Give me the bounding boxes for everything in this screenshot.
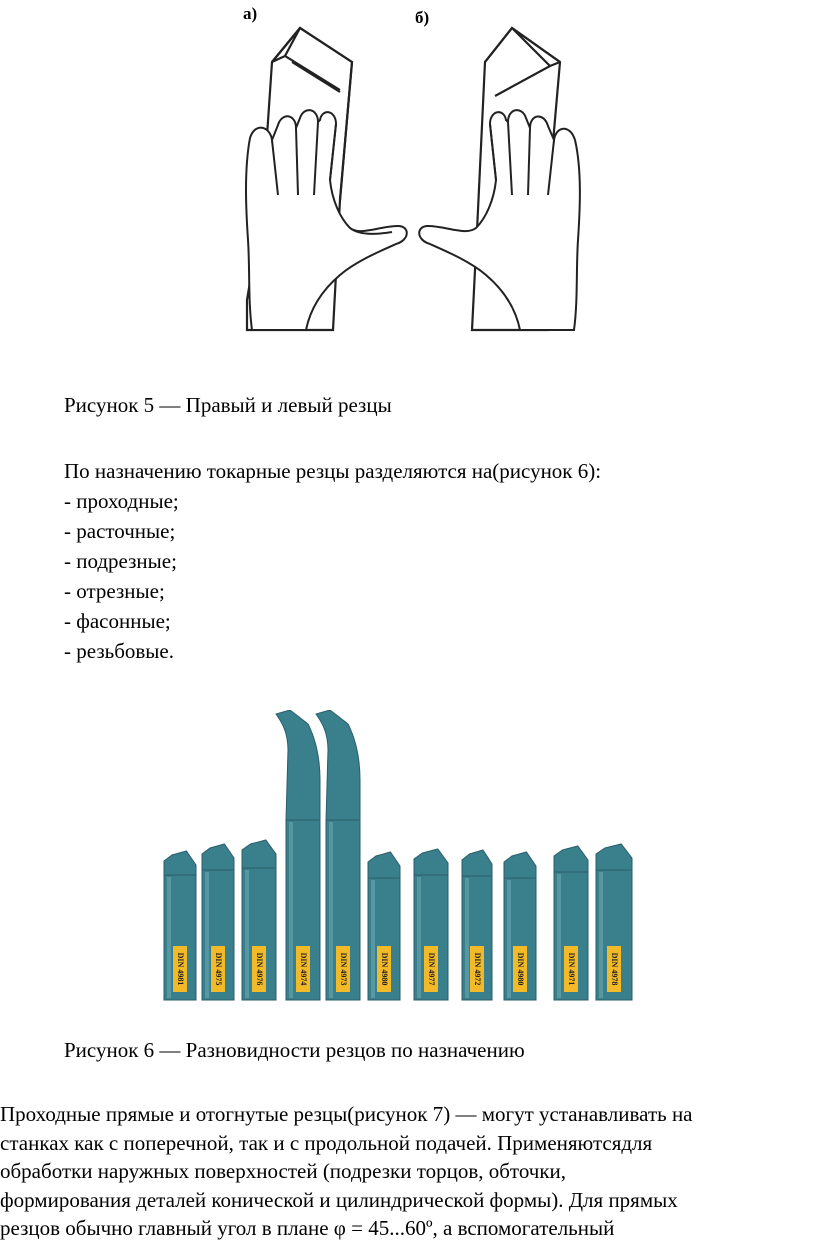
body-paragraph: [0, 1100, 816, 1243]
din-label-text: DIN 4973: [339, 952, 349, 986]
lathe-cutter: [596, 844, 632, 1000]
din-label-text: DIN 4980: [380, 952, 390, 986]
lathe-cutter: [414, 849, 448, 1000]
list-item: - резьбовые.: [64, 639, 174, 663]
cutter-head: [414, 849, 448, 875]
cutter-highlight: [329, 822, 333, 998]
lathe-cutter: [554, 846, 588, 1000]
figure-5-label-b: б): [415, 8, 430, 27]
lathe-cutter: [276, 710, 320, 1000]
cutter-head: [242, 840, 276, 868]
din-label-text: DIN 4981: [176, 952, 186, 986]
cutter-purpose-list: [64, 486, 179, 666]
lathe-cutter: [164, 851, 196, 1000]
din-label-text: DIN 4978: [610, 952, 620, 986]
lathe-cutter: [202, 844, 234, 1000]
list-item: - расточные;: [64, 519, 176, 543]
body-line: Проходные прямые и отогнутые резцы(рисунок 7) — могут устанавливать на: [0, 1102, 693, 1126]
din-label-text: DIN 4975: [214, 952, 224, 986]
lathe-cutter: [242, 840, 276, 1000]
figure-6-caption: Рисунок 6 — Разновидности резцов по назначению: [64, 1038, 525, 1062]
cutter-head: [596, 844, 632, 870]
din-label-text: DIN 4977: [427, 952, 437, 986]
din-label-text: DIN 4971: [567, 952, 577, 986]
cutter-head: [164, 851, 196, 875]
list-item: - отрезные;: [64, 579, 165, 603]
cutter-head: [368, 852, 400, 878]
din-label-text: DIN 4972: [473, 952, 483, 986]
cutter-head: [462, 850, 492, 876]
cutter-highlight: [167, 877, 171, 998]
figure-5-caption: Рисунок 5 — Правый и левый резцы: [64, 393, 392, 417]
lathe-cutter: [462, 850, 492, 1000]
cutter-highlight: [371, 880, 375, 998]
figure-5-label-a: а): [243, 4, 258, 23]
body-line: формирования деталей конической и цилиндрической формы). Для прямых: [0, 1187, 678, 1212]
cutter-head: [202, 844, 234, 870]
din-label-text: DIN 4980: [516, 952, 526, 986]
figure-6-illustration: [150, 710, 660, 1010]
body-line: обработки наружных поверхностей (подрезки торцов, обточки,: [0, 1159, 567, 1183]
cutter-highlight: [507, 880, 511, 998]
lathe-cutter: [504, 852, 536, 1000]
cutter-highlight: [599, 872, 603, 998]
din-label-text: DIN 4976: [255, 952, 265, 986]
list-item: - фасонные;: [64, 609, 171, 633]
cutter-highlight: [465, 878, 469, 998]
cutter-highlight: [557, 874, 561, 998]
cutter-highlight: [289, 822, 293, 998]
body-line: резцов обычно главный угол в плане φ = 45...60º, а вспомогательный: [0, 1216, 615, 1240]
cutter-highlight: [245, 870, 249, 998]
list-item: - подрезные;: [64, 549, 177, 573]
list-item: - проходные;: [64, 489, 179, 513]
lathe-cutter: [368, 852, 400, 1000]
cutter-head: [276, 710, 320, 820]
cutter-highlight: [205, 872, 209, 998]
cutter-head: [554, 846, 588, 872]
lathe-cutter: [316, 710, 360, 1000]
intro-paragraph: По назначению токарные резцы разделяются на(рисунок 6):: [64, 459, 602, 483]
cutter-head: [504, 852, 536, 878]
body-line: станках как с поперечной, так и с продольной подачей. Применяютсядля: [0, 1130, 653, 1155]
din-label-text: DIN 4974: [299, 952, 309, 986]
cutter-highlight: [417, 877, 421, 998]
cutter-head: [316, 710, 360, 820]
figure-5-illustration: [0, 0, 816, 345]
